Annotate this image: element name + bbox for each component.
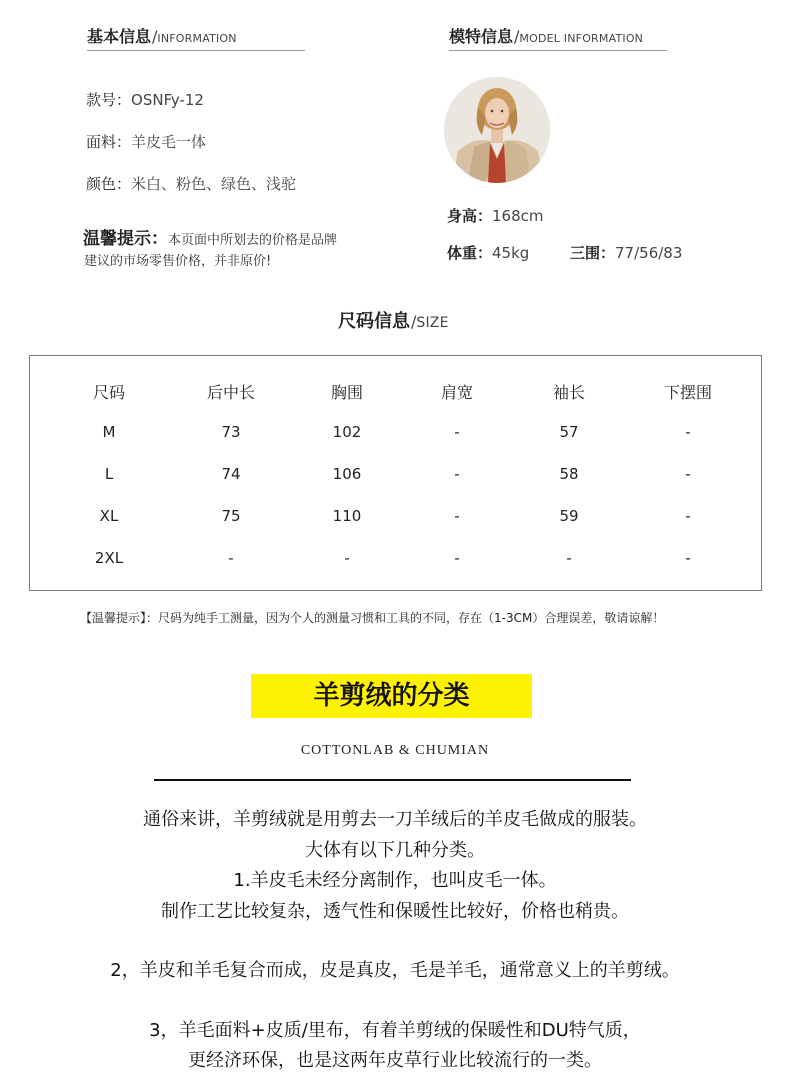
classification-title: 羊剪绒的分类 — [313, 681, 470, 711]
size-info-title: 尺码信息/SIZE — [338, 311, 449, 332]
size-header: 尺码 — [92, 383, 125, 402]
size-header: 肩宽 — [440, 383, 473, 402]
colors: 颜色：米白、粉色、绿色、浅驼 — [86, 175, 297, 193]
size-header: 下摆围 — [663, 383, 712, 402]
tip-line-1: 本页面中所划去的价格是品牌 — [168, 233, 338, 248]
model-photo — [444, 77, 550, 183]
model-info-title: 模特信息/MODEL INFORMATION — [449, 27, 644, 46]
tip-title: 温馨提示： — [83, 229, 168, 249]
classification-banner — [251, 674, 532, 718]
model-portrait-illustration — [444, 77, 550, 183]
size-cell: - — [454, 507, 460, 525]
size-cell: - — [685, 507, 691, 525]
paragraph-line: 1.羊皮毛未经分离制作，也叫皮毛一体。 — [233, 870, 557, 891]
brand-line: COTTONLAB & CHUMIAN — [300, 743, 490, 758]
size-cell: L — [104, 465, 114, 483]
size-cell: - — [454, 465, 460, 483]
size-cell: - — [228, 549, 234, 567]
model-measurements: 三围：77/56/83 — [570, 244, 683, 262]
size-cell: - — [454, 423, 460, 441]
size-cell: 102 — [332, 423, 362, 441]
size-cell: 110 — [332, 507, 362, 525]
size-header: 袖长 — [552, 383, 585, 402]
paragraph-line: 制作工艺比较复杂，透气性和保暖性比较好，价格也稍贵。 — [161, 901, 629, 922]
tip-line-2: 建议的市场零售价格，并非原价! — [84, 254, 272, 269]
size-table — [29, 355, 762, 591]
size-note: 【温馨提示】：尺码为纯手工测量，因为个人的测量习惯和工具的不同，存在（1-3CM）合理误差，敬请谅解！ — [80, 611, 665, 625]
size-cell: - — [685, 465, 691, 483]
size-cell: M — [102, 423, 116, 441]
size-cell: 106 — [332, 465, 362, 483]
model-weight: 体重：45kg — [447, 244, 530, 262]
size-cell: - — [685, 423, 691, 441]
brand-rule — [154, 779, 631, 781]
size-cell: 75 — [221, 507, 241, 525]
size-header: 后中长 — [206, 383, 255, 402]
paragraph-line: 通俗来讲，羊剪绒就是用剪去一刀羊绒后的羊皮毛做成的服装。 — [143, 809, 647, 830]
paragraph-line: 3，羊毛面料+皮质/里布，有着羊剪绒的保暖性和DU特气质， — [149, 1020, 641, 1041]
size-cell: 59 — [559, 507, 579, 525]
paragraph-line: 更经济环保，也是这两年皮草行业比较流行的一类。 — [188, 1050, 602, 1071]
basic-info-rule — [87, 50, 305, 51]
tip — [83, 224, 337, 249]
size-cell: - — [566, 549, 572, 567]
paragraph-line: 大体有以下几种分类。 — [305, 840, 485, 861]
size-cell: 74 — [221, 465, 241, 483]
size-cell: 2XL — [94, 549, 124, 567]
fabric: 面料：羊皮毛一体 — [86, 133, 207, 151]
basic-info-title: 基本信息/INFORMATION — [87, 27, 237, 46]
size-cell: - — [685, 549, 691, 567]
size-cell: 57 — [559, 423, 579, 441]
paragraph-line: 2，羊皮和羊毛复合而成，皮是真皮，毛是羊毛，通常意义上的羊剪绒。 — [110, 960, 680, 981]
size-cell: 73 — [221, 423, 241, 441]
style-number: 款号：OSNFy-12 — [86, 91, 204, 109]
size-cell: 58 — [559, 465, 579, 483]
size-cell: - — [344, 549, 350, 567]
model-info-rule — [449, 50, 667, 51]
model-height: 身高：168cm — [447, 207, 544, 225]
size-cell: XL — [99, 507, 119, 525]
size-cell: - — [454, 549, 460, 567]
size-header: 胸围 — [330, 383, 363, 402]
